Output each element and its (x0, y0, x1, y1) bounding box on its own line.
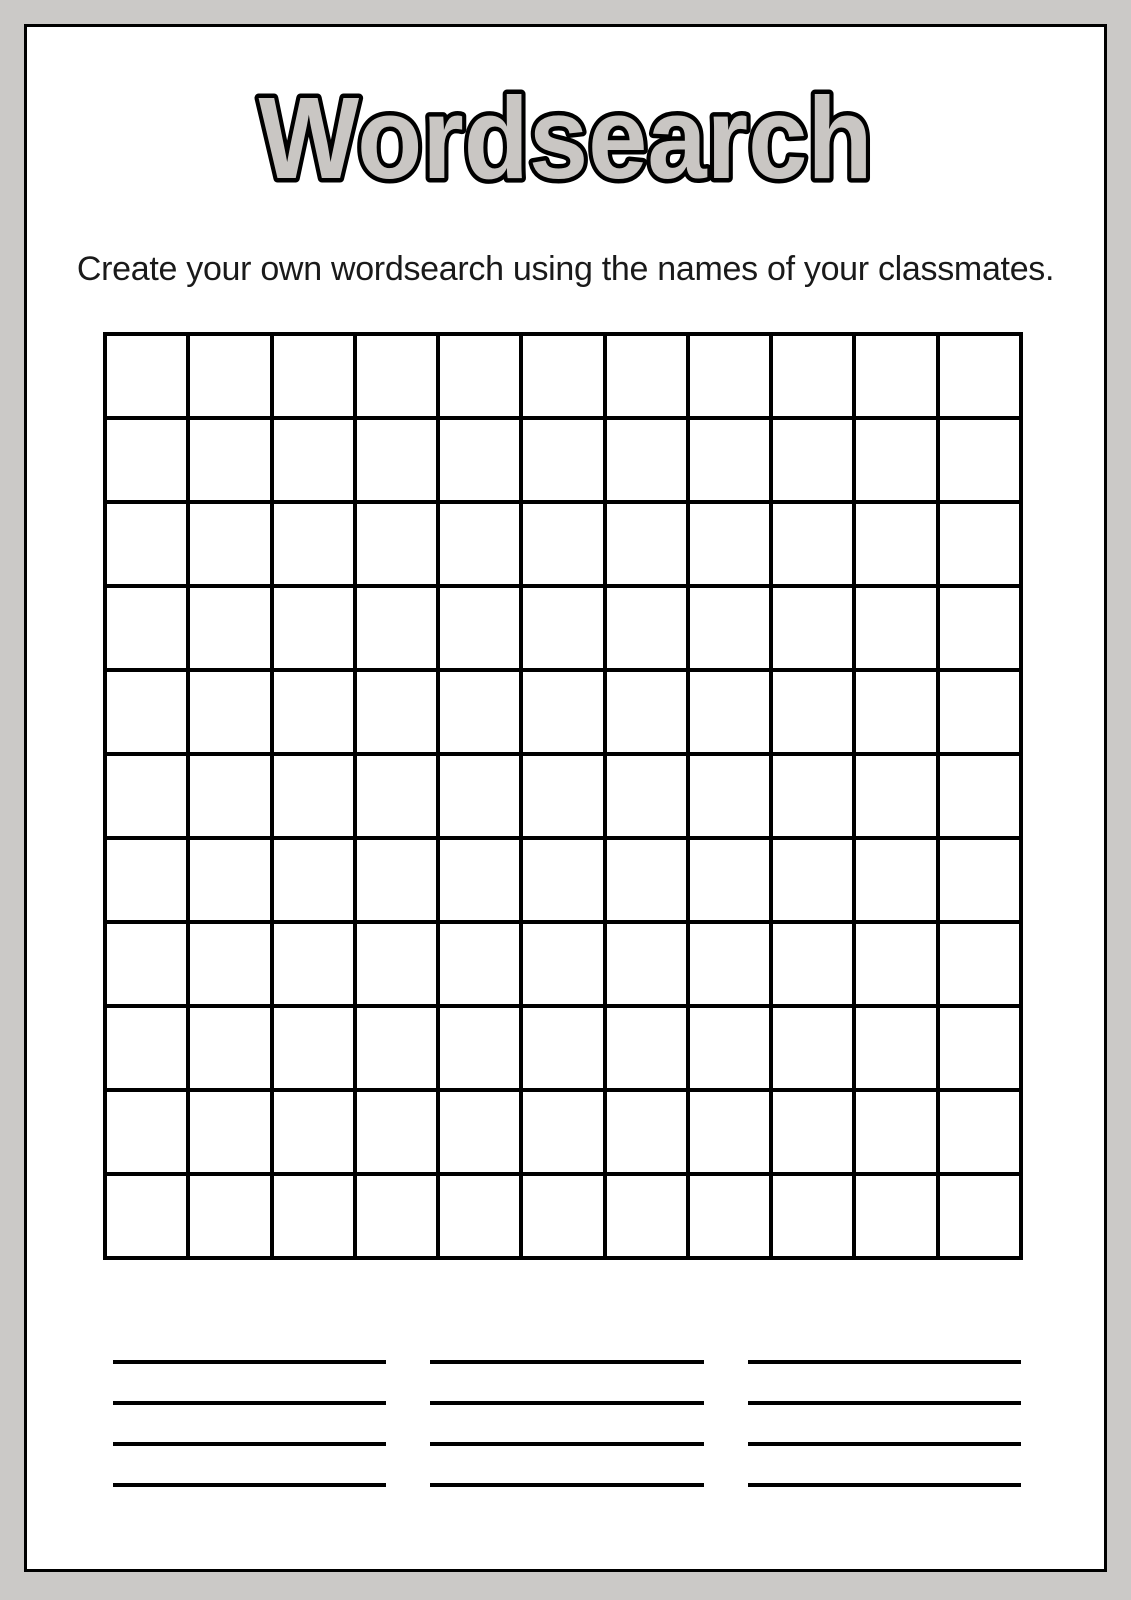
grid-cell (190, 588, 269, 668)
grid-cell (607, 1092, 686, 1172)
grid-cell (523, 840, 602, 920)
grid-cell (440, 1092, 519, 1172)
grid-cell (773, 1092, 852, 1172)
grid-cell (773, 840, 852, 920)
grid-cell (523, 924, 602, 1004)
grid-cell (607, 672, 686, 752)
grid-cell (856, 924, 935, 1004)
grid-cell (523, 1176, 602, 1256)
grid-cell (690, 588, 769, 668)
answer-line (113, 1401, 386, 1405)
grid-cell (523, 420, 602, 500)
grid-cell (357, 504, 436, 584)
grid-cell (940, 504, 1019, 584)
grid-cell (607, 588, 686, 668)
grid-cell (190, 504, 269, 584)
grid-cell (856, 840, 935, 920)
grid-cell (107, 588, 186, 668)
grid-cell (607, 1176, 686, 1256)
grid-cell (440, 924, 519, 1004)
grid-cell (773, 756, 852, 836)
grid-cell (607, 756, 686, 836)
answer-line (113, 1483, 386, 1487)
grid-cell (856, 1176, 935, 1256)
grid-cell (523, 756, 602, 836)
grid-cell (690, 924, 769, 1004)
grid-cell (440, 420, 519, 500)
grid-cell (523, 1008, 602, 1088)
grid-cell (773, 1176, 852, 1256)
grid-cell (107, 672, 186, 752)
grid-cell (357, 840, 436, 920)
answer-line (748, 1442, 1021, 1446)
grid-cell (440, 336, 519, 416)
grid-cell (773, 1008, 852, 1088)
grid-cell (940, 1176, 1019, 1256)
grid-cell (940, 336, 1019, 416)
grid-cell (690, 1092, 769, 1172)
grid-cell (856, 1008, 935, 1088)
grid-cell (190, 672, 269, 752)
grid-cell (190, 840, 269, 920)
grid-cell (856, 588, 935, 668)
grid-cell (856, 1092, 935, 1172)
grid-cell (107, 1008, 186, 1088)
grid-cell (357, 336, 436, 416)
grid-cell (274, 1008, 353, 1088)
answer-lines (113, 1360, 1021, 1487)
grid-cell (274, 924, 353, 1004)
grid-cell (190, 1008, 269, 1088)
page-title-text: Wordsearch (258, 82, 873, 203)
grid-cell (274, 588, 353, 668)
grid-cell (523, 672, 602, 752)
grid-cell (523, 336, 602, 416)
grid-cell (440, 672, 519, 752)
grid-cell (690, 336, 769, 416)
grid-cell (107, 756, 186, 836)
grid-cell (856, 336, 935, 416)
grid-cell (107, 924, 186, 1004)
grid-cell (856, 756, 935, 836)
grid-cell (107, 336, 186, 416)
grid-cell (190, 1092, 269, 1172)
grid-cell (523, 1092, 602, 1172)
grid-cell (940, 840, 1019, 920)
grid-cell (690, 672, 769, 752)
grid-cell (274, 756, 353, 836)
grid-cell (940, 924, 1019, 1004)
answer-line (430, 1442, 703, 1446)
grid-cell (107, 420, 186, 500)
grid-cell (107, 840, 186, 920)
grid-cell (107, 1092, 186, 1172)
page-subtitle: Create your own wordsearch using the names of your classmates. (76, 250, 1055, 288)
grid-cell (773, 504, 852, 584)
grid-cell (357, 420, 436, 500)
grid-cell (940, 588, 1019, 668)
grid-cell (773, 924, 852, 1004)
grid-cell (274, 1176, 353, 1256)
grid-cell (274, 336, 353, 416)
grid-cell (940, 756, 1019, 836)
grid-cell (357, 588, 436, 668)
grid-cell (607, 504, 686, 584)
grid-cell (940, 1092, 1019, 1172)
grid-cell (940, 1008, 1019, 1088)
grid-cell (940, 672, 1019, 752)
answer-line (430, 1483, 703, 1487)
grid-cell (690, 1176, 769, 1256)
grid-cell (690, 756, 769, 836)
grid-cell (274, 504, 353, 584)
grid-cell (440, 1008, 519, 1088)
grid-cell (274, 420, 353, 500)
grid-cell (856, 504, 935, 584)
grid-cell (856, 672, 935, 752)
grid-cell (440, 588, 519, 668)
grid-cell (690, 1008, 769, 1088)
grid-cell (190, 756, 269, 836)
grid-cell (523, 504, 602, 584)
grid-cell (607, 420, 686, 500)
answer-line (113, 1442, 386, 1446)
grid-cell (357, 1008, 436, 1088)
grid-cell (440, 504, 519, 584)
grid-cell (940, 420, 1019, 500)
wordsearch-grid (103, 332, 1023, 1260)
grid-cell (690, 504, 769, 584)
grid-cell (357, 756, 436, 836)
grid-cell (607, 336, 686, 416)
grid-cell (107, 504, 186, 584)
grid-cell (773, 588, 852, 668)
page-title (27, 82, 1104, 217)
grid-cell (690, 420, 769, 500)
grid-cell (773, 420, 852, 500)
grid-cell (190, 1176, 269, 1256)
answer-line (748, 1483, 1021, 1487)
grid-cell (190, 336, 269, 416)
grid-cell (690, 840, 769, 920)
grid-cell (274, 672, 353, 752)
grid-cell (440, 840, 519, 920)
grid-cell (190, 420, 269, 500)
grid-cell (274, 840, 353, 920)
grid-cell (440, 756, 519, 836)
grid-cell (357, 1092, 436, 1172)
grid-cell (107, 1176, 186, 1256)
grid-cell (773, 672, 852, 752)
answer-line (113, 1360, 386, 1364)
grid-cell (357, 924, 436, 1004)
worksheet-page (24, 24, 1107, 1572)
answer-line (748, 1360, 1021, 1364)
grid-cell (274, 1092, 353, 1172)
grid-cell (773, 336, 852, 416)
grid-cell (523, 588, 602, 668)
grid-cell (856, 420, 935, 500)
answer-line (430, 1360, 703, 1364)
grid-cell (607, 840, 686, 920)
grid-cell (607, 924, 686, 1004)
grid-cell (607, 1008, 686, 1088)
grid-cell (357, 672, 436, 752)
answer-line (748, 1401, 1021, 1405)
answer-line (430, 1401, 703, 1405)
grid-cell (440, 1176, 519, 1256)
grid-cell (357, 1176, 436, 1256)
grid-cell (190, 924, 269, 1004)
